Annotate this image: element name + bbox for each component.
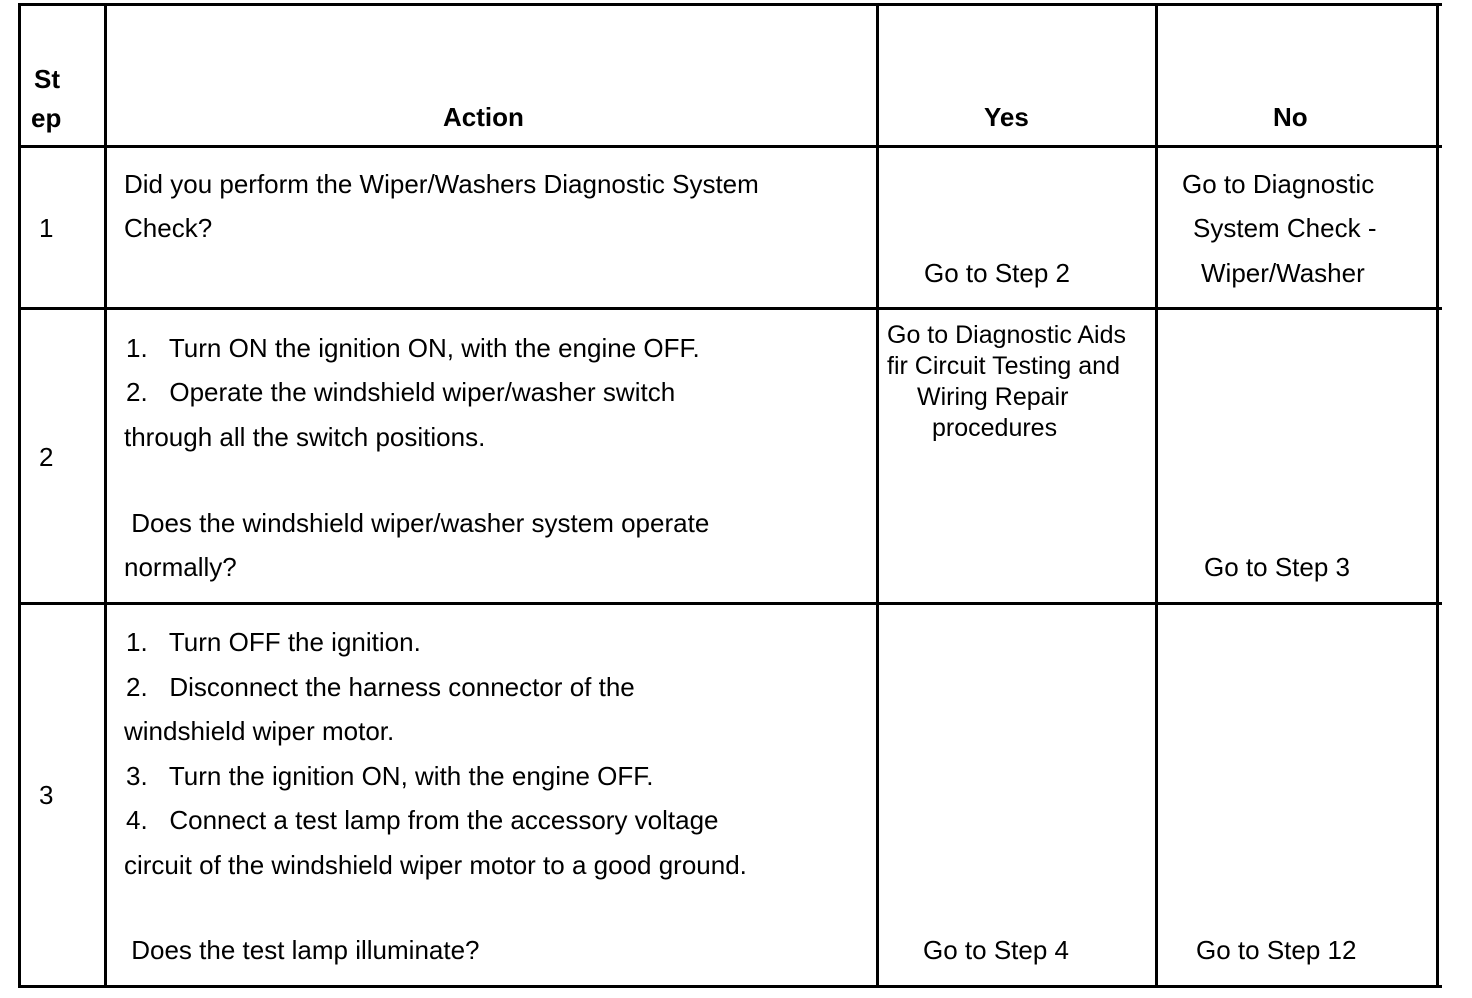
col-divider-action [876,3,879,988]
yes-result: Wiring Repair [917,383,1069,411]
action-line: 2. Disconnect the harness connector of the [126,672,635,702]
action-line: normally? [124,552,237,582]
action-line: windshield wiper motor. [124,716,395,746]
action-line: circuit of the windshield wiper motor to a good ground. [124,850,747,880]
action-line: 4. Connect a test lamp from the accessory voltage [126,805,719,835]
header-divider [18,145,1442,148]
col-divider-step [104,3,107,988]
action-line: 2. Operate the windshield wiper/washer switch [126,377,676,407]
no-result: Go to Step 3 [1204,552,1350,582]
header-step-line1: St [34,64,60,94]
no-result: Go to Diagnostic [1182,169,1375,199]
header-step-line2: ep [31,103,62,133]
yes-result: procedures [932,414,1058,442]
yes-result: Go to Step 4 [923,935,1069,965]
border-bottom [18,985,1442,988]
action-question: Does the windshield wiper/washer system operate [124,508,710,538]
action-question: Does the test lamp illuminate? [124,935,480,965]
header-yes: Yes [984,102,1029,132]
yes-result: Go to Diagnostic Aids [887,321,1127,349]
header-no: No [1273,102,1308,132]
border-top [18,3,1442,6]
row-divider-1 [18,307,1442,310]
action-line: Check? [124,213,213,243]
action-line: 1. Turn ON the ignition ON, with the engine OFF. [126,333,700,363]
header-action: Action [443,102,524,132]
action-line: Did you perform the Wiper/Washers Diagnostic System [124,169,759,199]
action-line: 3. Turn the ignition ON, with the engine OFF. [126,761,654,791]
step-number: 3 [39,780,54,810]
border-left [18,3,21,988]
no-result: Go to Step 12 [1196,935,1357,965]
no-result: Wiper/Washer [1201,258,1365,288]
yes-result: Go to Step 2 [924,258,1070,288]
no-result: System Check - [1193,213,1377,243]
col-divider-yes [1155,3,1158,988]
action-line: through all the switch positions. [124,422,486,452]
action-line: 1. Turn OFF the ignition. [126,627,421,657]
row-divider-2 [18,602,1442,605]
border-right [1436,3,1439,988]
yes-result: fir Circuit Testing and [887,352,1120,380]
step-number: 2 [39,442,54,472]
step-number: 1 [39,213,54,243]
